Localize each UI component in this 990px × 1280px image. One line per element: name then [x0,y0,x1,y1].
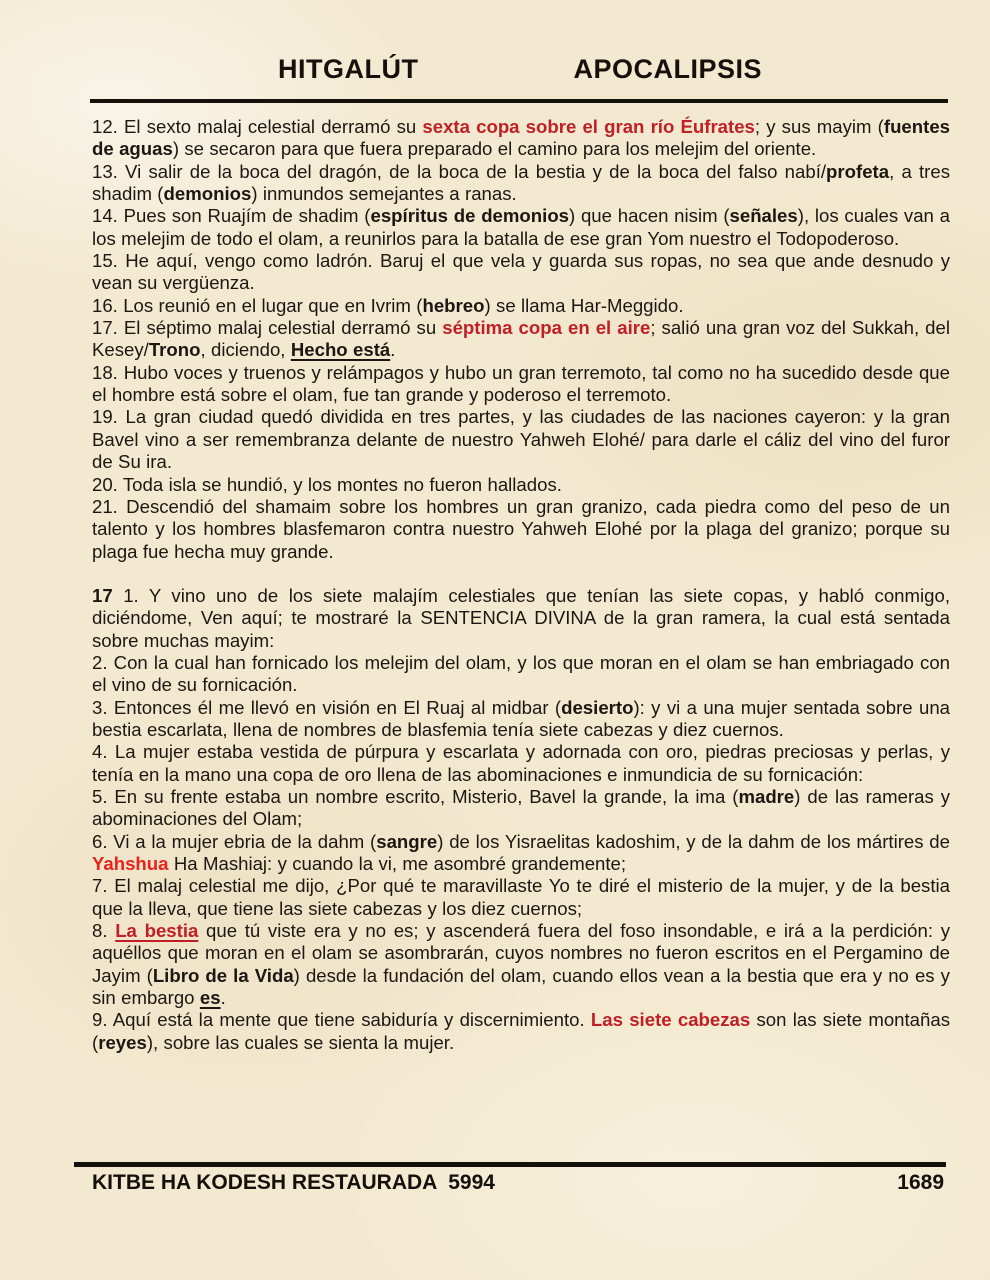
text-run: profeta [826,160,890,182]
text-run: . [220,987,226,1009]
text-run: son las siete montañas ( [92,1009,950,1053]
verse-16-17 [92,317,950,362]
text-run: 15. He aquí, vengo como ladrón. Baruj el que vela y guarda sus ropas, no sea que ande desnudo y vean su vergüenza. [92,250,950,294]
page-header [92,54,948,85]
text-run: , a tres shadim ( [92,160,950,205]
text-run: desierto [561,696,634,718]
text-run: ; salió una gran voz del Sukkah, del Kesey/ [92,317,950,361]
text-run: 20. Toda isla se hundió, y los montes no fueron hallados. [92,473,562,495]
footer-page-number: 1689 [897,1171,944,1194]
text-run: es [199,987,221,1009]
text-run: ) que hacen nisim ( [569,205,730,227]
verse-17-2 [92,652,950,697]
text-run: ) de las rameras y abominaciones del Olam; [92,785,950,830]
text-run: ), sobre las cuales se sienta la mujer. [146,1031,455,1053]
text-run: Trono [148,339,201,361]
text-run: Yahshua [92,853,169,874]
text-run: ) se llama Har-Meggido. [484,294,684,316]
footer-book-title: KITBE HA KODESH RESTAURADA 5994 [92,1171,495,1194]
text-run: 2. Con la cual han fornicado los melejim del olam, y los que moran en el olam se han embriagado con el vino de su fornicación. [92,651,950,696]
text-run: ), los cuales van a los melejim de todo el olam, a reunirlos para la batalla de ese gran Yom nuestro el Todopoderoso. [92,205,950,249]
text-run: 16. Los reunió en el lugar que en Ivrim ( [92,294,423,316]
text-run: 4. La mujer estaba vestida de púrpura y escarlata y adornada con oro, piedras preciosas y perlas, y tenía en la mano una copa de oro llena de las abominaciones e inmundicia de su fornicación: [92,741,950,785]
verse-16-18 [92,362,950,407]
verse-16-13 [92,161,950,206]
text-run: 1. Y vino uno de los siete malajím celestiales que tenían las siete copas, y habló conmigo, diciéndome, Ven aquí; te mostraré la SENTENCIA DIVINA de la gran ramera, la cual está sentada sobre muchas mayim: [92,584,950,651]
text-run: 8. [92,920,116,942]
text-run: espíritus de demonios [370,205,570,227]
text-run: sexta copa sobre el gran río Éufrates [422,116,755,137]
text-run: hebreo [422,294,485,316]
text-run: Libro de la Vida [152,964,294,986]
text-run: ) inmundos semejantes a ranas. [251,183,517,205]
verse-16-20 [92,474,950,496]
text-run: , diciendo, [200,339,291,361]
verse-16-12 [92,116,950,161]
text-run: ; y sus mayim ( [754,116,884,137]
text-run: 9. Aquí está la mente que tiene sabiduría y discernimiento. [92,1009,591,1031]
text-run: 7. El malaj celestial me dijo, ¿Por qué te maravillaste Yo te diré el misterio de la mujer, y de la bestia que la lleva, que tiene las siete cabezas y los diez cuernos; [92,875,950,919]
text-run: La bestia [115,920,199,942]
text-run: sangre [376,830,438,852]
verse-16-16 [92,295,950,317]
verse-17-1 [92,585,950,652]
verse-17-6 [92,831,950,876]
text-run: que tú viste era y no es; y ascenderá fuera del foso insondable, e irá a la perdición: y aquéllos que moran en el olam se asombrarán, cuyos nombres no fueron escritos en el Pergamino de Jayim ( [92,920,951,986]
text-run: 12. El sexto malaj celestial derramó su [92,116,423,137]
text-run: 17 [92,584,124,606]
text-run: 3. Entonces él me llevó en visión en El Ruaj al midbar ( [92,696,562,718]
text-run: . [390,339,396,361]
text-run: 19. La gran ciudad quedó dividida en tres partes, y las ciudades de las naciones cayeron: y la gran Bavel vino a ser remembranza delante de nuestro Yahweh Elohé/ para darle el cáliz del vino del furor de Su ira. [92,406,950,473]
text-run: ) desde la fundación del olam, cuando ellos vean a la bestia que era y no es y sin embargo [92,964,950,1009]
text-run: 13. Vi salir de la boca del dragón, de la boca de la bestia y de la boca del falso nabí/ [92,160,827,182]
text-run: ): y vi a una mujer sentada sobre una bestia escarlata, llena de nombres de blasfemia tenía siete cabezas y diez cuernos. [92,696,950,740]
text-run: madre [738,785,795,807]
text-run: señales [729,205,798,227]
page-footer [92,1171,944,1195]
text-run: ) se secaron para que fuera preparado el camino para los melejim del oriente. [172,138,817,160]
text-run: reyes [98,1031,147,1053]
verse-17-8 [92,920,950,1009]
text-run: fuentes de aguas [92,116,950,160]
text-run: demonios [163,183,252,205]
footer-divider [74,1162,946,1167]
scripture-text [92,116,950,1054]
verse-17-9 [92,1009,950,1054]
text-run: 17. El séptimo malaj celestial derramó su [92,317,443,339]
text-run: 18. Hubo voces y truenos y relámpagos y hubo un gran terremoto, tal como no ha sucedido desde que el hombre está sobre el olam, fue tan grande y poderoso el terremoto. [92,361,950,406]
verse-17-7 [92,875,950,920]
verse-16-19 [92,406,950,473]
verse-16-15 [92,250,950,295]
verse-17-4 [92,741,950,786]
verse-17-5 [92,786,950,831]
verse-17-3 [92,697,950,742]
header-title-right: APOCALIPSIS [573,54,763,84]
text-run: 5. En su frente estaba un nombre escrito, Misterio, Bavel la grande, la ima ( [92,785,739,807]
verse-16-14 [92,205,950,250]
text-run: 14. Pues son Ruajím de shadim ( [92,205,371,227]
text-run: 21. Descendió del shamaim sobre los hombres un gran granizo, cada piedra como del peso de un talento y los hombres blasfemaron contra nuestro Yahweh Elohé por la plaga del granizo; porque su plaga fue hecha muy grande. [92,495,950,562]
verse-16-21 [92,496,950,563]
text-run: Hecho está [290,339,391,361]
text-run: Las siete cabezas [590,1009,751,1031]
header-title-left: HITGALÚT [278,54,419,84]
header-divider [90,99,948,103]
text-run: ) de los Yisraelitas kadoshim, y de la dahm de los mártires de [437,830,950,852]
text-run: séptima copa en el aire [442,317,651,339]
text-run: Ha Mashiaj: y cuando la vi, me asombré grandemente; [168,853,627,874]
text-run: 6. Vi a la mujer ebria de la dahm ( [92,830,377,852]
